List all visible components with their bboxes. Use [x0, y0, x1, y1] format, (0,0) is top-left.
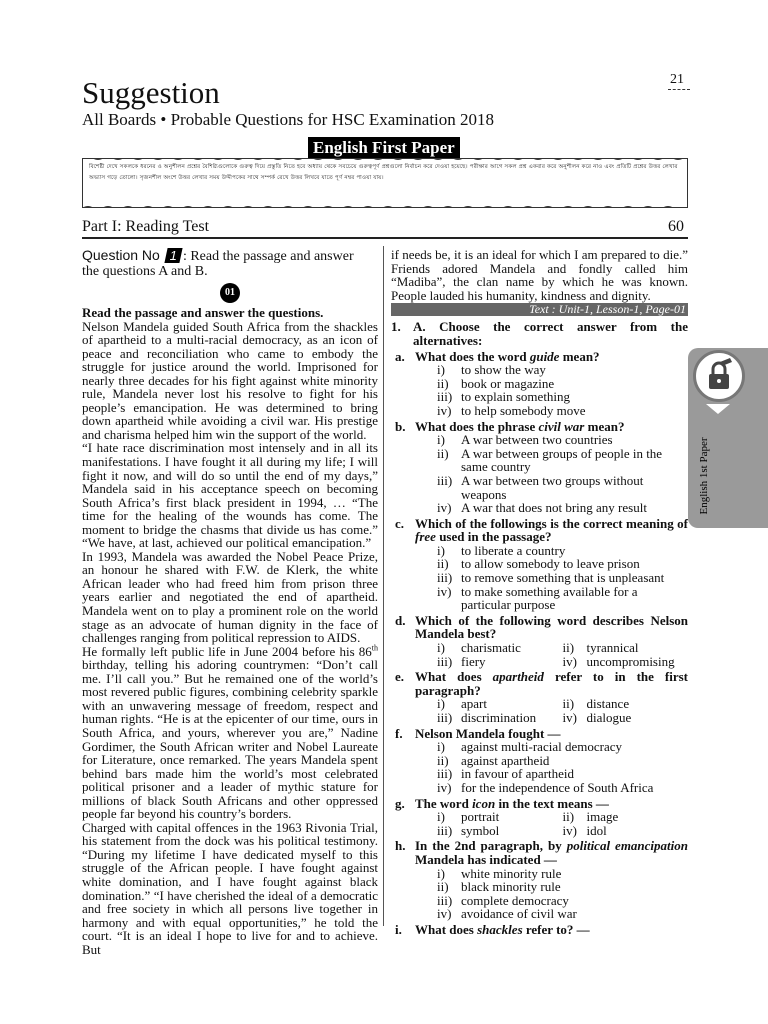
mcq-question [391, 614, 688, 641]
mcq-question-emphasis: guide [529, 348, 560, 364]
mcq-question-pre: What does [415, 921, 478, 937]
mcq-option [437, 544, 688, 558]
mcq-option [437, 363, 688, 377]
passage-p4-start: He formally left public life in June 2004 before his 86 [82, 643, 372, 659]
option-text: to remove something that is unpleasant [461, 570, 665, 586]
option-text: avoidance of civil war [461, 906, 577, 922]
mcq-option-row [437, 641, 688, 655]
option-numeral: iii) [437, 822, 453, 838]
mcq-option [437, 571, 688, 585]
mcq-option [437, 767, 688, 781]
mcq-option-row [437, 697, 688, 711]
mcq-question [391, 350, 688, 364]
option-numeral: iii) [437, 653, 453, 669]
option-text: symbol [461, 822, 500, 838]
passage-paragraph-1: Nelson Mandela guided South Africa from the shackles of apartheid to a multi-racial democracy, as an icon of peace and reconciliation who came to embody the struggle for justice around the world. Imprisoned for nearly three decades for his fight against white minority rule, Mandela never lost his resolve to fight for his people’s emancipation. He was determined to bring down apartheid while avoiding a civil war. His prestige and charisma helped him win the support of the world. [82, 318, 378, 442]
option-text: for the independence of South Africa [461, 779, 654, 795]
mcq-option [563, 697, 689, 711]
option-text: charismatic [461, 640, 521, 656]
mcq-options [391, 697, 688, 724]
mcq-option [437, 754, 688, 768]
mcq-option [437, 585, 688, 612]
page-subtitle: All Boards • Probable Questions for HSC Examination 2018 [82, 110, 495, 129]
option-text: idol [586, 822, 607, 838]
option-text: black minority rule [461, 879, 561, 895]
option-numeral: iv) [562, 653, 577, 669]
option-text: apart [461, 696, 487, 712]
mcq-list [391, 350, 688, 937]
lock-key-icon [693, 350, 745, 402]
mcq-question-text [415, 923, 688, 937]
mcq-question [391, 420, 688, 434]
option-text: in favour of apartheid [461, 766, 574, 782]
wave-border-top [83, 158, 688, 161]
mcq-option [437, 740, 688, 754]
mcq-option [437, 641, 563, 655]
option-numeral: iii) [437, 570, 453, 586]
mcq-question-emphasis: free [415, 529, 436, 545]
mcq-options [391, 810, 688, 837]
option-text: book or magazine [461, 375, 555, 391]
mcq-options [391, 433, 688, 515]
mcq-question-post: refer to in the first paragraph? [415, 669, 688, 698]
passage-p4-rest: birthday, telling his adoring countrymen: “Don’t call me. I’ll call you.” But he remained one of the world’s most revered public figures, combining celebrity sparkle with an unwavering message of freedom, respect and human rights. “He is at the epicenter of our time, ours in South Africa, and yours, wherever you are,” Nadine Gordimer, the South African writer and Nobel Laureate for Literature, once remarked. The years Mandela spent behind bars made him the world’s most celebrated political prisoner and a leader of mythic stature for millions of black South Africans and other oppressed people far beyond his country’s borders. [82, 657, 378, 822]
option-numeral: i) [437, 432, 445, 448]
superscript-th: th [371, 643, 378, 653]
option-numeral: ii) [437, 445, 449, 461]
option-text: to explain something [461, 389, 571, 405]
mcq-question [391, 839, 688, 866]
mcq-question-post: used in the passage? [435, 529, 552, 545]
option-numeral: i) [437, 362, 445, 378]
mcq-question-text [415, 727, 688, 741]
mcq-option [437, 880, 688, 894]
option-numeral: ii) [562, 809, 575, 825]
option-text: to make something available for a particular purpose [461, 583, 638, 613]
option-text: against multi-racial democracy [461, 739, 622, 755]
option-numeral: iv) [437, 402, 452, 418]
option-numeral: iii) [437, 472, 453, 488]
mcq-option [437, 867, 688, 881]
question-prefix: Question No [82, 247, 160, 263]
option-numeral: ii) [437, 375, 449, 391]
mcq-question-pre: What does the phrase [415, 418, 539, 434]
mcq-question [391, 670, 688, 697]
option-text: discrimination [461, 710, 537, 725]
mcq-question-text [415, 614, 688, 641]
mcq-option [437, 557, 688, 571]
mcq-question [391, 517, 688, 544]
passage-number-circle: 01 [220, 283, 240, 303]
mcq-option [437, 781, 688, 795]
mcq-option [437, 404, 688, 418]
question-text-line2: the questions A and B. [82, 264, 208, 279]
mcq-option [437, 474, 688, 501]
mcq-option [437, 810, 563, 824]
mcq-option [437, 894, 688, 908]
part-rule [82, 237, 688, 239]
option-numeral: iii) [437, 766, 453, 782]
mcq-question-pre: The word [415, 795, 473, 811]
left-column [82, 248, 378, 956]
mcq-question-post: refer to? — [522, 921, 590, 937]
option-text: dialogue [586, 710, 632, 725]
passage [82, 306, 378, 956]
mcq-options [391, 363, 688, 417]
mcq-question-emphasis: political emancipation [566, 838, 688, 854]
mcq-label: i. [395, 921, 402, 937]
mcq-question-post: in the text means — [495, 795, 609, 811]
option-text: uncompromising [586, 653, 675, 669]
mcq-label: f. [395, 725, 403, 741]
option-text: to help somebody move [461, 402, 586, 418]
page-title: Suggestion [82, 75, 220, 110]
option-numeral: ii) [562, 640, 575, 656]
column-divider [383, 246, 384, 926]
mcq-options [391, 867, 688, 921]
passage-paragraph-2: “I hate race discrimination most intensely and in all its manifestations. I have fought it all during my life; I will fight it now, and will do so until the end of my days,” Mandela said in his acceptance speech on becoming South Africa’s first black president in 1994, … “The time for the healing of the wounds has come. The moment to bridge the chasms that divide us has come.” “We have, at last, achieved our political emancipation.” [82, 440, 378, 551]
option-numeral: iv) [562, 822, 577, 838]
option-numeral: iv) [437, 779, 452, 795]
notice-box [82, 158, 688, 208]
option-numeral: i) [437, 865, 445, 881]
passage-paragraph-5: Charged with capital offences in the 1963 Rivonia Trial, his statement from the dock was his political testimony. “During my lifetime I have dedicated myself to this struggle of the African people. I have fought against white domination, and I have fought against black domination.” “I have cherished the ideal of a democratic and free society in which all persons live together in harmony and with equal opportunities,” he told the court. “It is an ideal I hope to live for and to achieve. But [82, 819, 378, 957]
passage-paragraph-4 [82, 645, 378, 821]
option-numeral: ii) [562, 696, 575, 712]
mcq-option [437, 824, 563, 838]
mcq-question-text [415, 839, 688, 866]
mcq-option [563, 711, 689, 725]
mcq-question [391, 797, 688, 811]
mcq-question-post: mean? [559, 348, 600, 364]
passage-continuation: if needs be, it is an ideal for which I am prepared to die.” Friends adored Mandela and fondly called him “Madiba”, the clan name by which he was known. People lauded his humanity, kindness and dignity. [391, 247, 688, 303]
mcq-question-text [415, 797, 688, 811]
question-number-badge: 1 [164, 248, 182, 263]
mcq-question-pre: Nelson Mandela fought — [415, 725, 561, 741]
option-numeral: iii) [437, 389, 453, 405]
mcq-question-text [415, 350, 688, 364]
option-text: complete democracy [461, 892, 569, 908]
wave-border-bottom [83, 205, 688, 208]
mcq-option [437, 655, 563, 669]
mcq-options [391, 740, 688, 794]
mcq-option [563, 655, 689, 669]
passage-paragraph-3: In 1993, Mandela was awarded the Nobel Peace Prize, an honour he shared with F.W. de Klerk, the white African leader who had freed him from prison three years earlier and negotiated the end of apartheid. Mandela went on to play a prominent role on the world stage as an advocate of human dignity in the face of challenges ranging from political repression to AIDS. [82, 548, 378, 646]
mcq-option-row [437, 711, 688, 725]
option-numeral: iv) [437, 906, 452, 922]
option-numeral: iv) [437, 583, 452, 599]
mcq-question [391, 923, 688, 937]
passage-heading: Read the passage and answer the questions. [82, 305, 324, 320]
option-text: image [586, 809, 619, 825]
mcq-option [563, 824, 689, 838]
mcq-option [437, 377, 688, 391]
mcq-question-emphasis: icon [472, 795, 496, 811]
option-text: to allow somebody to leave prison [461, 556, 640, 572]
option-text: A war between two groups without weapons [461, 472, 644, 502]
mcq-question-post: mean? [584, 418, 625, 434]
mcq-options [391, 641, 688, 668]
mcq-option [437, 447, 688, 474]
mcq-option [563, 810, 689, 824]
page-number: 21 [670, 72, 684, 87]
option-text: to show the way [461, 362, 546, 378]
option-numeral: i) [437, 696, 445, 712]
section-a-heading [391, 320, 688, 347]
mcq-option [437, 501, 688, 515]
mcq-option-row [437, 810, 688, 824]
option-text: to liberate a country [461, 542, 566, 558]
mcq-question-text [415, 420, 688, 434]
notice-text: বিশেষ্টী দেখে সকলকে ধরনের ও অনুশীলন প্রশ্নের বৈশিষ্ট্যগুলোকে গুরুত্ব দিয়ে প্রস্তুতি নিতে হবে অধ্যায় থেকে সবচেয়ে গুরুত্বপূর্ণ প্রশ্নগুলো নির্বাচন করে দেওয়া হয়েছে। পরীক্ষার আগে সকল প্রশ্ন একবার করে অনুশীলন করে নাও এবং প্রতিটি প্রশ্নের উত্তর লেখার অভ্যাস গড়ে তোলো। সৃজনশীল অংশে উত্তর লেখার সময় উদ্দীপকের সাথে সম্পর্ক রেখে উত্তর লিখবে যাতে পূর্ণ নম্বর পাওয়া যায়। [89, 164, 678, 181]
option-numeral: ii) [437, 879, 449, 895]
option-numeral: iv) [437, 500, 452, 516]
option-text: white minority rule [461, 865, 562, 881]
mcq-option [563, 641, 689, 655]
paper-badge: English First Paper [308, 137, 460, 159]
option-numeral: iii) [437, 710, 453, 725]
section-number: 1. [391, 319, 401, 335]
option-numeral: i) [437, 739, 445, 755]
option-text: portrait [461, 809, 500, 825]
mcq-question-pre: What does [415, 669, 493, 685]
option-text: tyrannical [586, 640, 639, 656]
mcq-question-emphasis: civil war [538, 418, 585, 434]
mcq-label: b. [395, 418, 406, 434]
option-text: fiery [461, 653, 486, 669]
mcq-option [437, 907, 688, 921]
option-numeral: i) [437, 640, 445, 656]
mcq-option [437, 433, 688, 447]
mcq-question-pre: Which of the following word describes Nelson Mandela best? [415, 612, 688, 642]
option-numeral: i) [437, 809, 445, 825]
mcq-question-pre: In the 2nd paragraph, by [415, 838, 567, 854]
page-number-rule [668, 89, 690, 90]
mcq-question-pre: Which of the followings is the correct meaning of [415, 515, 688, 531]
side-tab-label: English 1st Paper [698, 437, 710, 515]
mcq-question-pre: What does the word [415, 348, 530, 364]
mcq-question-text [415, 670, 688, 697]
option-numeral: ii) [437, 752, 449, 768]
mcq-options [391, 544, 688, 612]
mcq-label: h. [395, 838, 406, 854]
mcq-option [437, 390, 688, 404]
right-column [391, 248, 688, 937]
mcq-label: g. [395, 795, 405, 811]
mcq-label: e. [395, 669, 405, 685]
option-text: A war between two countries [461, 432, 613, 448]
mcq-question [391, 727, 688, 741]
option-text: A war between groups of people in the same country [461, 445, 663, 475]
question-line [82, 248, 378, 264]
mcq-label: a. [395, 348, 405, 364]
mcq-question-post: Mandela has indicated — [415, 851, 557, 867]
mcq-label: d. [395, 612, 406, 628]
option-text: against apartheid [461, 752, 550, 768]
mcq-option-row [437, 655, 688, 669]
mcq-question-emphasis: shackles [477, 921, 523, 937]
option-numeral: ii) [437, 556, 449, 572]
option-text: A war that does not bring any result [461, 500, 647, 516]
tab-arrow-icon [706, 404, 730, 414]
option-numeral: iii) [437, 892, 453, 908]
source-reference: Text : Unit-1, Lesson-1, Page-01 [391, 303, 688, 316]
question-text: : Read the passage and answer [182, 249, 354, 264]
mcq-option [437, 711, 563, 725]
mcq-question-emphasis: apartheid [492, 669, 544, 685]
option-text: distance [586, 696, 630, 712]
option-numeral: i) [437, 542, 445, 558]
section-a-instruction: A. Choose the correct answer from the alternatives: [413, 319, 688, 348]
mcq-option-row [437, 824, 688, 838]
mcq-option [437, 697, 563, 711]
option-numeral: iv) [562, 710, 577, 725]
mcq-label: c. [395, 515, 405, 531]
mcq-question-text [415, 517, 688, 544]
part-title: Part I: Reading Test [82, 218, 210, 235]
part-marks: 60 [668, 218, 684, 235]
